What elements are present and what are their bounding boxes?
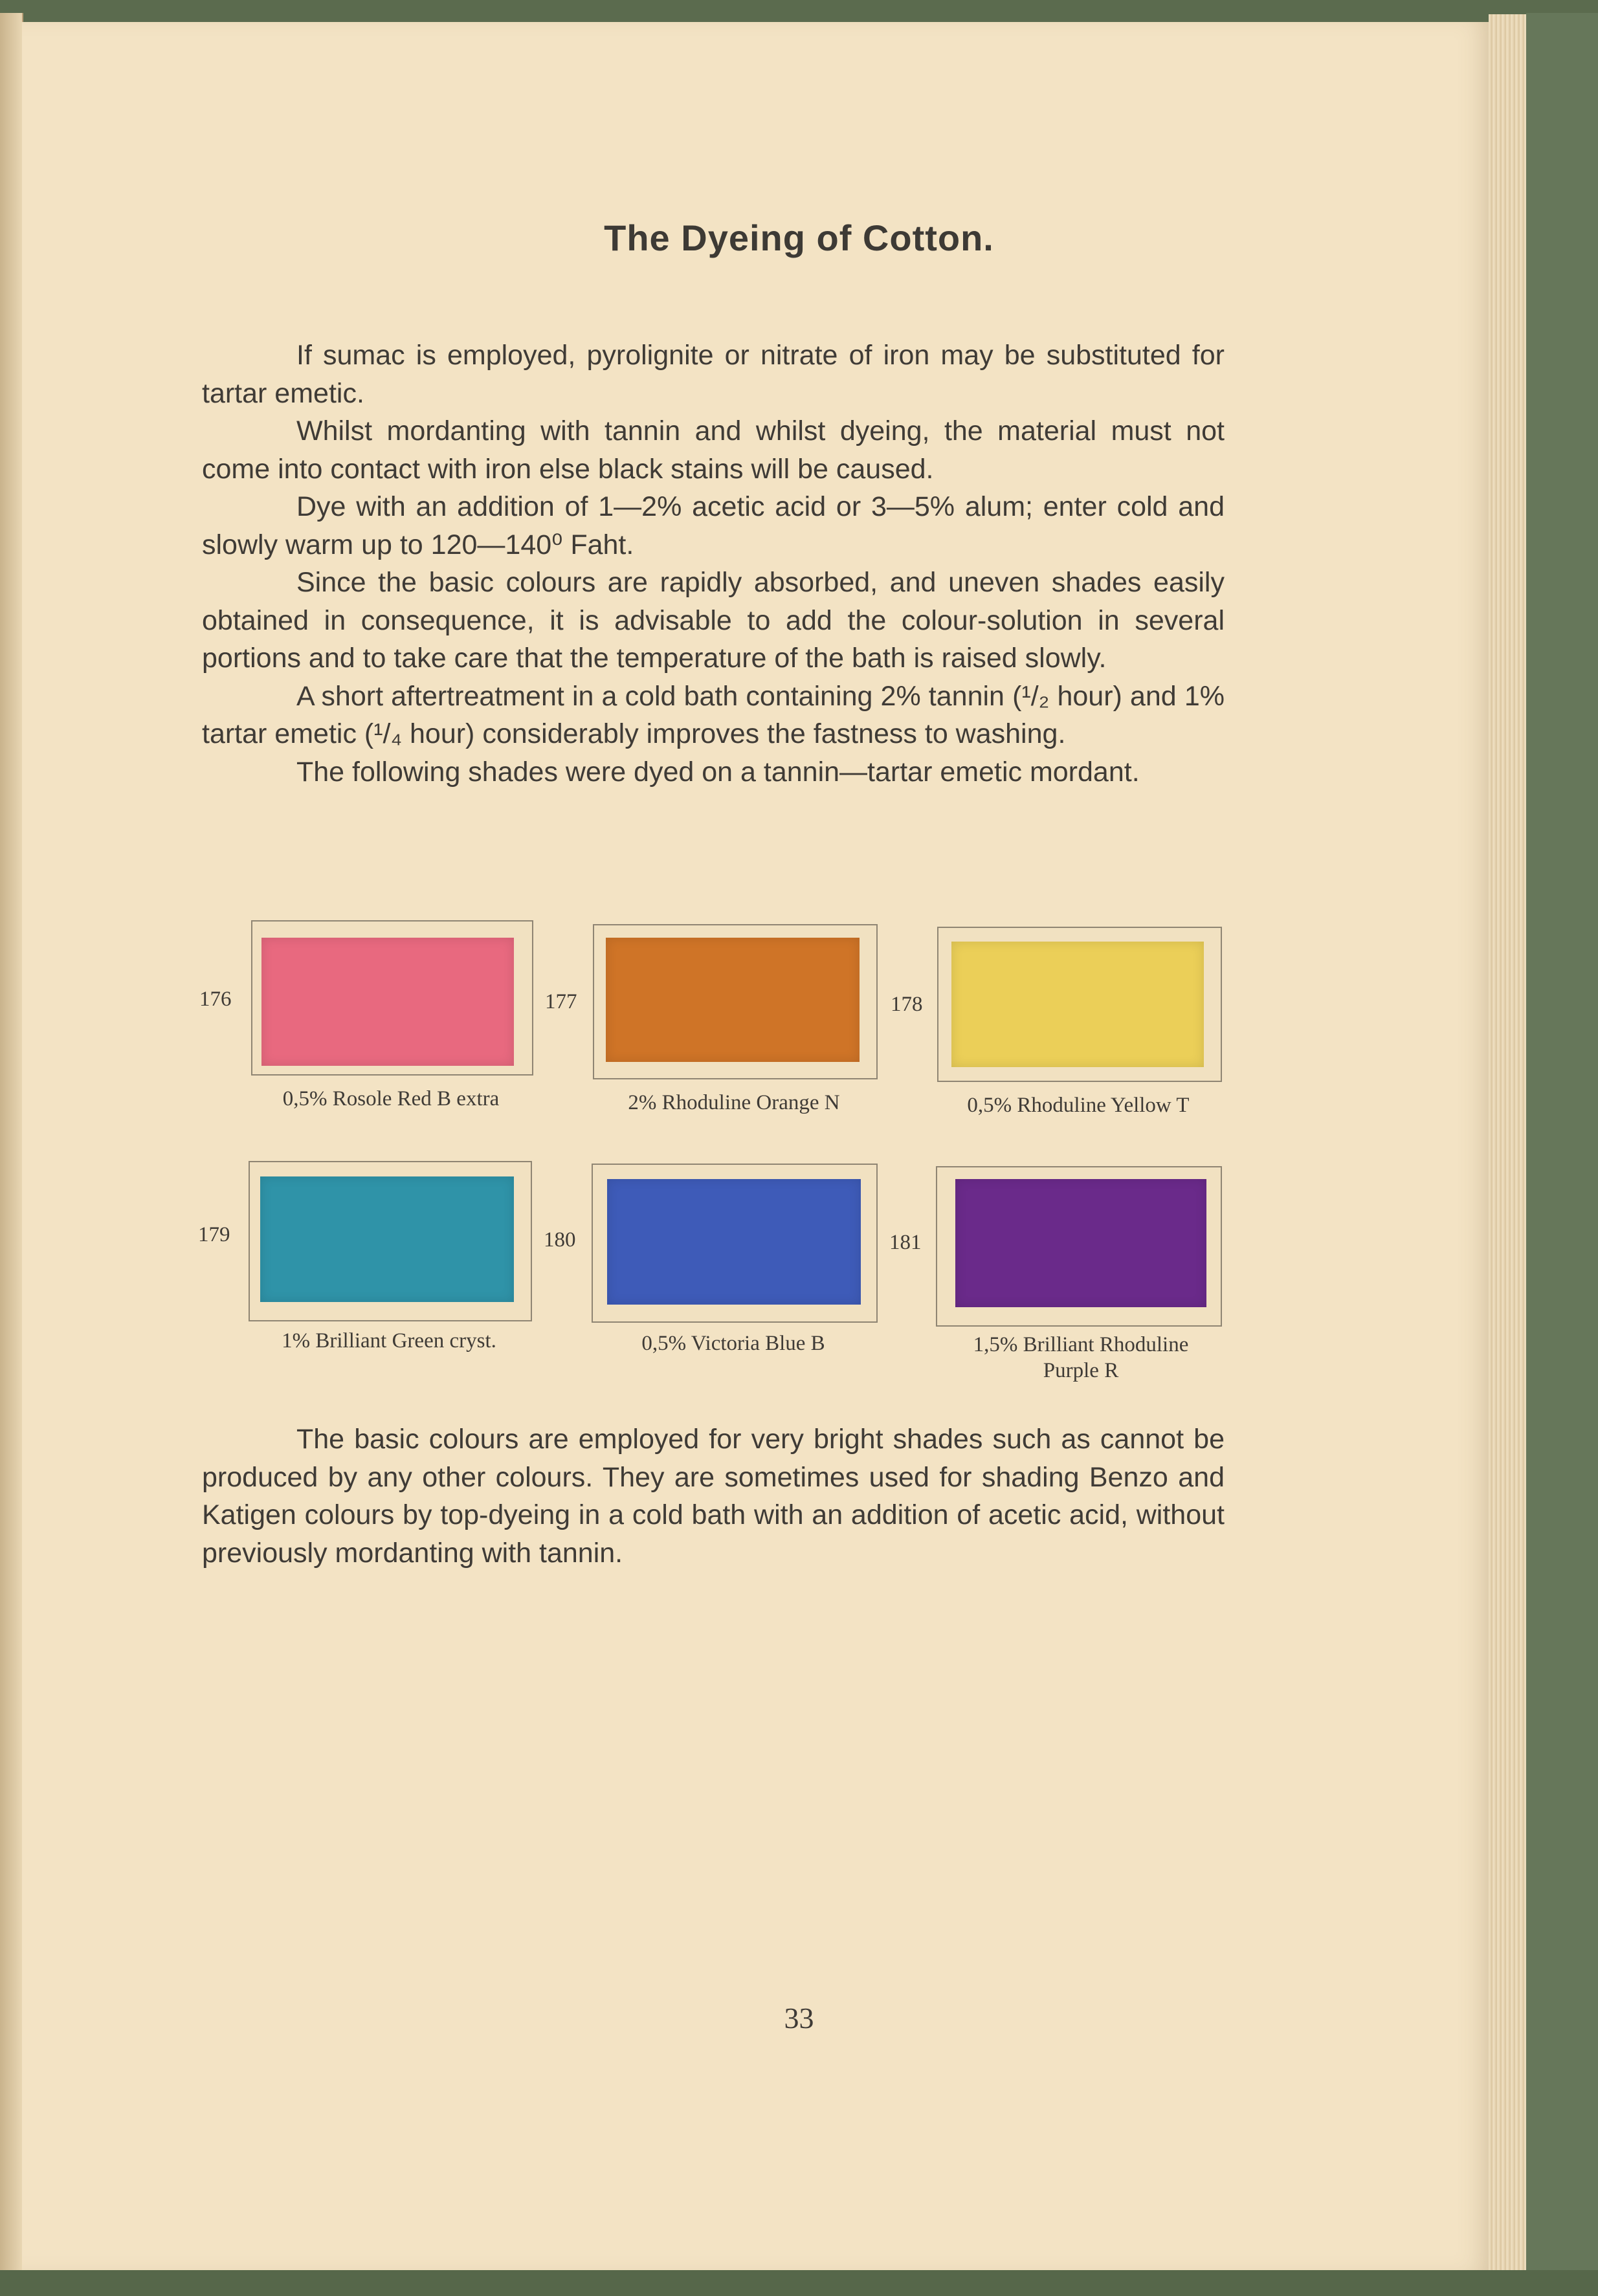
book-cover-bottom bbox=[0, 2270, 1598, 2296]
sample-number: 181 bbox=[889, 1231, 922, 1254]
paragraph: Whilst mordanting with tannin and whilst dyeing, the material must not come into contact with iron else black stains will be caused. bbox=[202, 415, 1225, 485]
paragraph: Since the basic colours are rapidly absorbed, and uneven shades easily obtained in consequence, it is advisable to add the colour-solution in several portions and to take care that the temperature of the bath is raised slowly. bbox=[202, 567, 1225, 674]
sample-swatch bbox=[607, 1179, 861, 1305]
sample-number: 178 bbox=[891, 993, 923, 1016]
sample-caption: 1% Brilliant Green cryst. bbox=[282, 1329, 496, 1352]
sample-caption: 0,5% Rhoduline Yellow T bbox=[967, 1094, 1190, 1117]
left-page-edge bbox=[0, 13, 23, 2284]
sample-number: 176 bbox=[199, 988, 232, 1011]
sample-number: 180 bbox=[544, 1228, 576, 1252]
page-title: The Dyeing of Cotton. bbox=[604, 217, 994, 258]
page-edges bbox=[1489, 14, 1528, 2279]
sample-number: 177 bbox=[545, 990, 577, 1013]
paragraph: The following shades were dyed on a tannin—tartar emetic mordant. bbox=[296, 756, 1140, 788]
body-text-bottom bbox=[202, 1420, 1225, 1572]
paragraph: The basic colours are employed for very bright shades such as cannot be produced by any other colours. They are sometimes used for shading Benzo and Katigen colours by top-dyeing in a cold bath with an addition of acetic acid, without previously mordanting with tannin. bbox=[202, 1424, 1225, 1569]
paragraph: Dye with an addition of 1—2% acetic acid or 3—5% alum; enter cold and slowly warm up to 120—140⁰ Faht. bbox=[202, 491, 1225, 560]
paragraph: If sumac is employed, pyrolignite or nitrate of iron may be substituted for tartar emetic. bbox=[202, 340, 1225, 409]
sample-swatch bbox=[260, 1176, 514, 1302]
body-text-top bbox=[202, 337, 1225, 791]
page-number: 33 bbox=[784, 2002, 814, 2035]
sample-swatch bbox=[261, 938, 514, 1066]
sample-number: 179 bbox=[198, 1223, 230, 1246]
book-cover-right bbox=[1526, 13, 1598, 2284]
paragraph: A short aftertreatment in a cold bath containing 2% tannin (¹/₂ hour) and 1% tartar emetic (¹/₄ hour) considerably improves the fastness to washing. bbox=[202, 680, 1225, 749]
sample-caption: 0,5% Victoria Blue B bbox=[641, 1332, 825, 1355]
sample-swatch bbox=[955, 1179, 1206, 1307]
sample-caption-line-2: Purple R bbox=[1043, 1359, 1119, 1382]
sample-swatch bbox=[606, 938, 860, 1062]
sample-caption: 0,5% Rosole Red B extra bbox=[282, 1087, 500, 1110]
sample-swatch bbox=[951, 942, 1204, 1067]
sample-caption: 2% Rhoduline Orange N bbox=[628, 1091, 840, 1114]
sample-caption-line-1: 1,5% Brilliant Rhoduline bbox=[973, 1333, 1189, 1356]
